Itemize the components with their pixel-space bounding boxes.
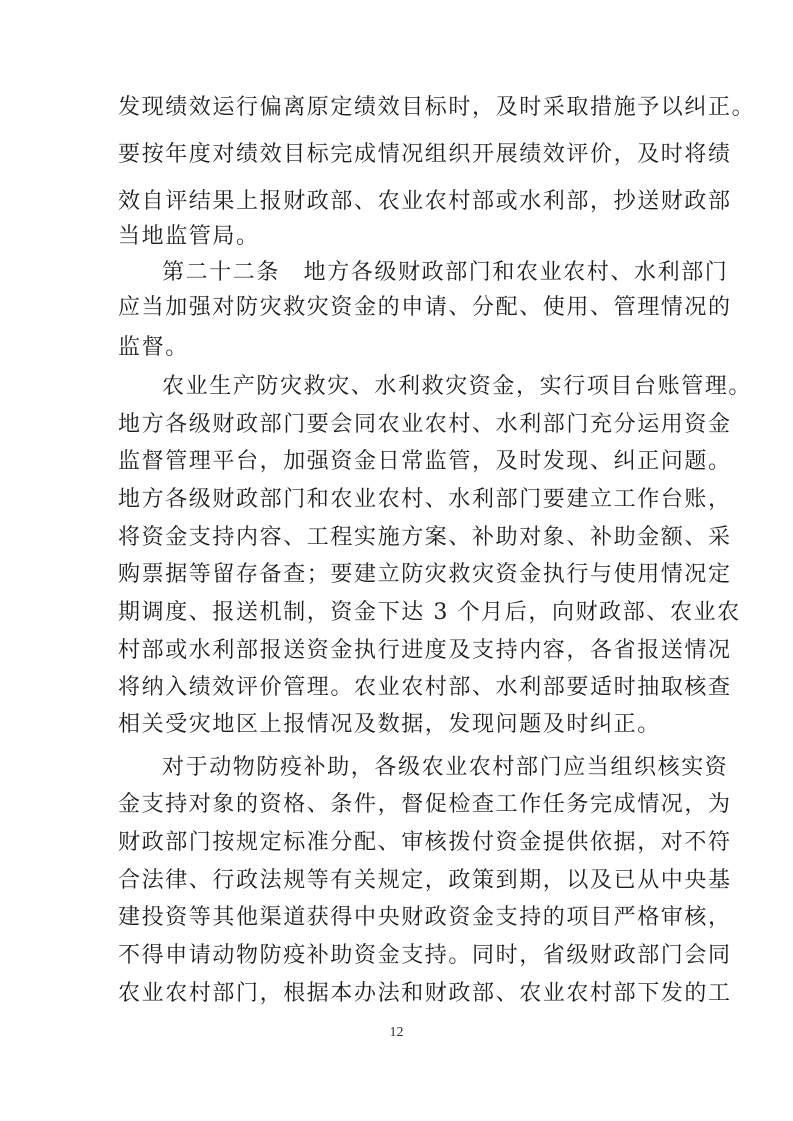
text-line: 要按年度对绩效目标完成情况组织开展绩效评价，及时将绩: [118, 142, 732, 167]
page-number: 12: [389, 1025, 404, 1040]
text-line: 农业农村部门，根据本办法和财政部、农业农村部下发的工: [118, 981, 732, 1006]
text-line: 发现绩效运行偏离原定绩效目标时，及时采取措施予以纠正。: [118, 95, 756, 120]
text-line: 地方各级财政部门和农业农村、水利部门要建立工作台账，: [118, 487, 732, 512]
text-line: 不得申请动物防疫补助资金支持。同时，省级财政部门会同: [118, 943, 732, 968]
text-line: 地方各级财政部门要会同农业农村、水利部门充分运用资金: [118, 412, 732, 437]
text-line: 建投资等其他渠道获得中央财政资金支持的项目严格审核，: [118, 905, 732, 930]
text-line: 合法律、行政法规等有关规定，政策到期，以及已从中央基: [118, 868, 732, 893]
text-line: 监督管理平台，加强资金日常监管，及时发现、纠正问题。: [118, 449, 732, 474]
text-line: 财政部门按规定标准分配、审核拨付资金提供依据，对不符: [118, 830, 732, 855]
text-line: 将纳入绩效评价管理。农业农村部、水利部要适时抽取核查: [118, 675, 732, 700]
text-line: 金支持对象的资格、条件，督促检查工作任务完成情况，为: [118, 792, 732, 817]
paragraph-start-line: 对于动物防疫补助，各级农业农村部门应当组织核实资: [162, 755, 729, 780]
text-line: 购票据等留存备查；要建立防灾救灾资金执行与使用情况定: [118, 562, 732, 587]
paragraph-start-line: 农业生产防灾救灾、水利救灾资金，实行项目台账管理。: [162, 374, 753, 399]
text-line: 相关受灾地区上报情况及数据，发现问题及时纠正。: [118, 712, 661, 737]
text-line: 监督。: [118, 335, 189, 360]
text-line: 村部或水利部报送资金执行进度及支持内容，各省报送情况: [118, 638, 732, 663]
text-line: 将资金支持内容、工程实施方案、补助对象、补助金额、采: [118, 525, 732, 550]
text-line: 期调度、报送机制，资金下达 3 个月后，向财政部、农业农: [118, 600, 741, 625]
text-line: 效自评结果上报财政部、农业农村部或水利部，抄送财政部: [118, 189, 732, 214]
article-heading-line: 第二十二条 地方各级财政部门和农业农村、水利部门: [162, 260, 729, 285]
text-line: 应当加强对防灾救灾资金的申请、分配、使用、管理情况的: [118, 295, 732, 320]
text-line: 当地监管局。: [118, 224, 260, 249]
